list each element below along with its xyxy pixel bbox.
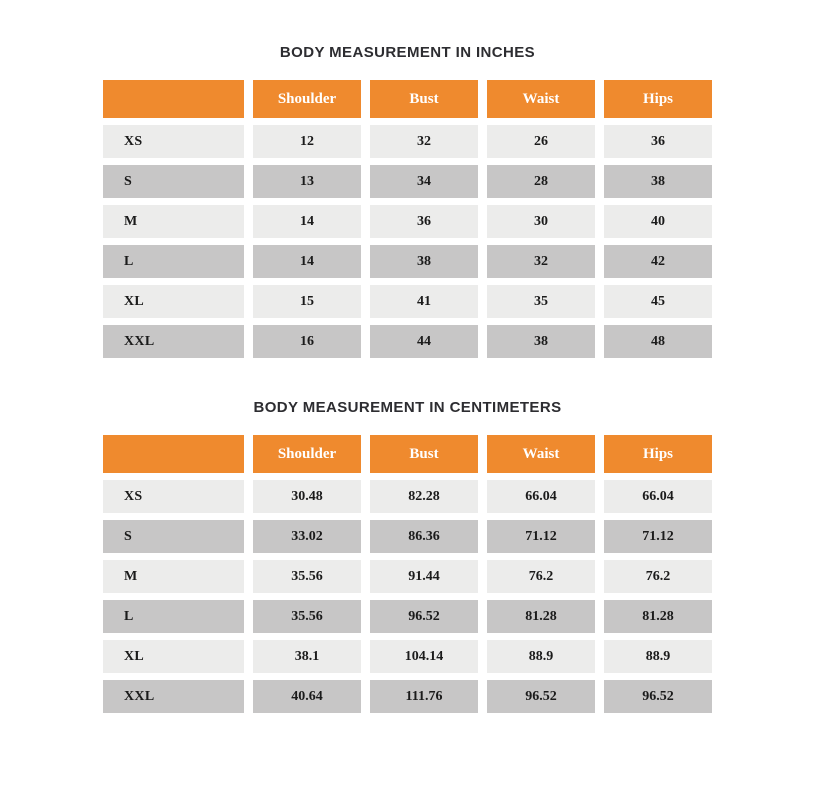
size-label-cell: XXL — [103, 325, 244, 358]
value-cell: 38 — [487, 325, 595, 358]
size-label-cell: XL — [103, 285, 244, 318]
value-cell: 96.52 — [604, 680, 712, 713]
value-cell: 44 — [370, 325, 478, 358]
value-cell: 38 — [604, 165, 712, 198]
size-label-cell: XL — [103, 640, 244, 673]
value-cell: 81.28 — [487, 600, 595, 633]
header-cell: Shoulder — [253, 80, 361, 118]
value-cell: 13 — [253, 165, 361, 198]
header-cell-blank — [103, 435, 244, 473]
size-label-cell: L — [103, 245, 244, 278]
value-cell: 38.1 — [253, 640, 361, 673]
value-cell: 16 — [253, 325, 361, 358]
value-cell: 96.52 — [487, 680, 595, 713]
value-cell: 88.9 — [604, 640, 712, 673]
centimeters-table — [103, 435, 712, 713]
value-cell: 81.28 — [604, 600, 712, 633]
value-cell: 91.44 — [370, 560, 478, 593]
size-label-cell: S — [103, 520, 244, 553]
value-cell: 71.12 — [604, 520, 712, 553]
size-label-cell: M — [103, 205, 244, 238]
value-cell: 71.12 — [487, 520, 595, 553]
size-label-cell: XXL — [103, 680, 244, 713]
value-cell: 35.56 — [253, 560, 361, 593]
value-cell: 41 — [370, 285, 478, 318]
centimeters-table-title: BODY MEASUREMENT IN CENTIMETERS — [253, 399, 562, 416]
header-cell: Hips — [604, 80, 712, 118]
value-cell: 30.48 — [253, 480, 361, 513]
size-label-cell: XS — [103, 480, 244, 513]
value-cell: 88.9 — [487, 640, 595, 673]
value-cell: 40.64 — [253, 680, 361, 713]
header-cell: Bust — [370, 80, 478, 118]
value-cell: 15 — [253, 285, 361, 318]
value-cell: 26 — [487, 125, 595, 158]
header-cell: Waist — [487, 80, 595, 118]
value-cell: 14 — [253, 205, 361, 238]
centimeters-section — [103, 399, 712, 713]
size-label-cell: M — [103, 560, 244, 593]
value-cell: 30 — [487, 205, 595, 238]
value-cell: 111.76 — [370, 680, 478, 713]
value-cell: 35.56 — [253, 600, 361, 633]
value-cell: 48 — [604, 325, 712, 358]
header-cell: Waist — [487, 435, 595, 473]
value-cell: 36 — [370, 205, 478, 238]
value-cell: 82.28 — [370, 480, 478, 513]
value-cell: 32 — [487, 245, 595, 278]
value-cell: 76.2 — [604, 560, 712, 593]
value-cell: 66.04 — [604, 480, 712, 513]
value-cell: 36 — [604, 125, 712, 158]
value-cell: 14 — [253, 245, 361, 278]
value-cell: 45 — [604, 285, 712, 318]
size-label-cell: XS — [103, 125, 244, 158]
inches-section — [103, 0, 712, 358]
value-cell: 96.52 — [370, 600, 478, 633]
size-label-cell: L — [103, 600, 244, 633]
value-cell: 40 — [604, 205, 712, 238]
value-cell: 35 — [487, 285, 595, 318]
inches-table — [103, 80, 712, 358]
value-cell: 104.14 — [370, 640, 478, 673]
header-cell: Hips — [604, 435, 712, 473]
value-cell: 33.02 — [253, 520, 361, 553]
value-cell: 38 — [370, 245, 478, 278]
value-cell: 12 — [253, 125, 361, 158]
value-cell: 34 — [370, 165, 478, 198]
value-cell: 32 — [370, 125, 478, 158]
header-cell: Shoulder — [253, 435, 361, 473]
size-label-cell: S — [103, 165, 244, 198]
value-cell: 28 — [487, 165, 595, 198]
value-cell: 76.2 — [487, 560, 595, 593]
header-cell-blank — [103, 80, 244, 118]
inches-table-title: BODY MEASUREMENT IN INCHES — [279, 44, 536, 61]
value-cell: 86.36 — [370, 520, 478, 553]
header-cell: Bust — [370, 435, 478, 473]
value-cell: 66.04 — [487, 480, 595, 513]
value-cell: 42 — [604, 245, 712, 278]
